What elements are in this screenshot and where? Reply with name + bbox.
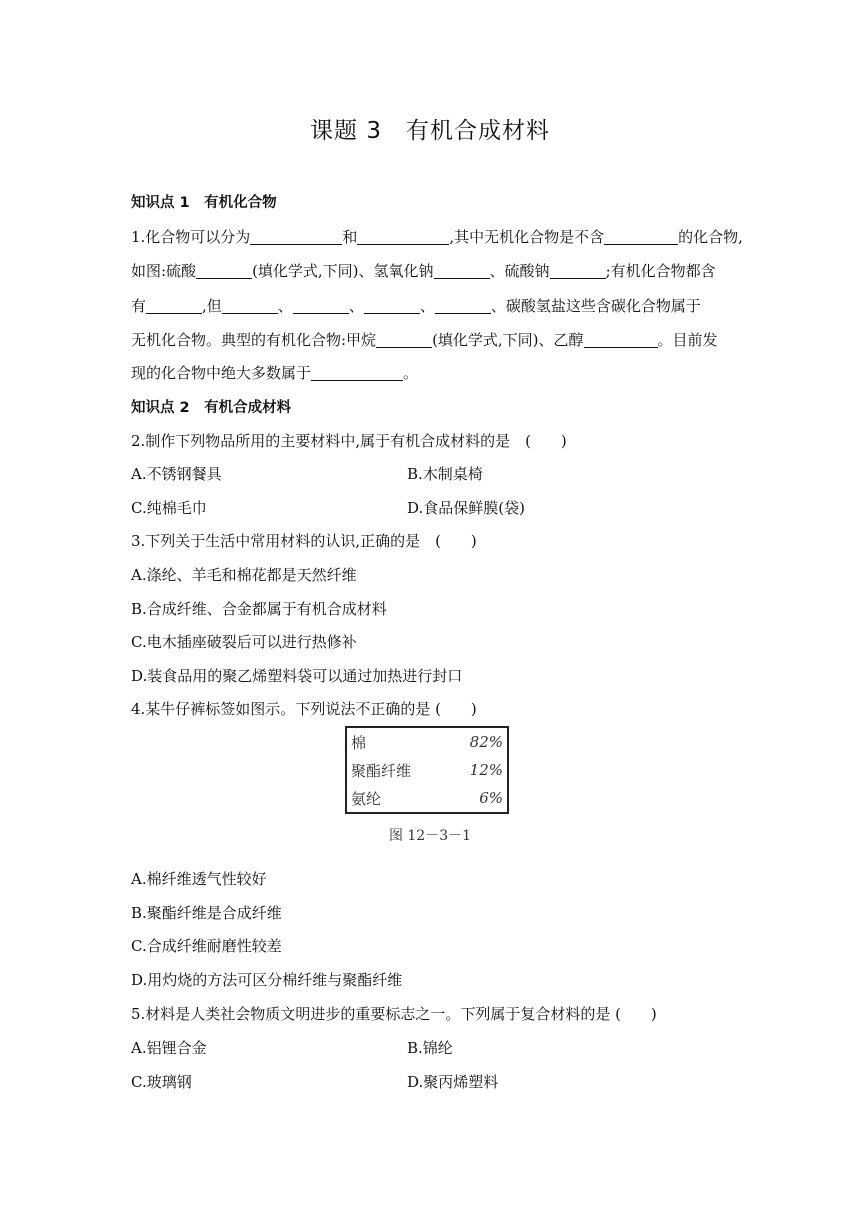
fabric-label-table xyxy=(345,726,509,814)
q4-option-d[interactable]: D.用灼烧的方法可区分棉纤维与聚酯纤维 xyxy=(131,971,403,989)
q4-option-b[interactable]: B.聚酯纤维是合成纤维 xyxy=(131,904,282,922)
q3-stem: 3.下列关于生活中常用材料的认识,正确的是 ( ) xyxy=(131,532,477,550)
answer-blank[interactable] xyxy=(584,333,658,348)
answer-blank[interactable] xyxy=(293,299,349,314)
answer-blank[interactable] xyxy=(357,230,449,245)
page-title: 课题 3 有机合成材料 xyxy=(310,118,550,144)
q1-text: 。 xyxy=(403,364,419,382)
q1-line-5 xyxy=(131,362,418,383)
q1-text: 无机化合物。典型的有机化合物:甲烷 xyxy=(131,331,377,349)
q4-option-c[interactable]: C.合成纤维耐磨性较差 xyxy=(131,937,282,955)
section-heading-2: 知识点 2 有机合成材料 xyxy=(131,400,292,416)
q2-option-b[interactable]: B.木制桌椅 xyxy=(407,465,483,483)
q2-stem: 2.制作下列物品所用的主要材料中,属于有机合成材料的是 ( ) xyxy=(131,432,567,450)
fiber-name: 氨纶 xyxy=(351,789,382,808)
q1-text: (填化学式,下同)、乙醇 xyxy=(432,331,584,349)
q5-option-c[interactable]: C.玻璃钢 xyxy=(131,1073,192,1091)
q5-option-a[interactable]: A.铝锂合金 xyxy=(131,1039,207,1057)
fiber-percent: 82% xyxy=(469,733,503,751)
table-row xyxy=(346,784,508,813)
q4-stem: 4.某牛仔裤标签如图示。下列说法不正确的是 ( ) xyxy=(131,700,477,718)
q1-text: 1.化合物可以分为 xyxy=(131,228,251,246)
table-row xyxy=(346,756,508,784)
answer-blank[interactable] xyxy=(222,299,278,314)
q1-line-2 xyxy=(131,260,716,281)
q1-text: ,但 xyxy=(202,297,222,315)
q1-line-1 xyxy=(131,226,743,247)
q1-text: 、硫酸钠 xyxy=(489,262,550,280)
q1-text: 和 xyxy=(342,228,358,246)
q1-line-4 xyxy=(131,329,718,350)
figure-caption: 图 12－3－1 xyxy=(388,828,472,844)
q1-text: 、碳酸氢盐这些含碳化合物属于 xyxy=(490,297,701,315)
fiber-percent: 12% xyxy=(469,761,503,779)
q1-text: 的化合物, xyxy=(678,228,743,246)
q5-option-d[interactable]: D.聚丙烯塑料 xyxy=(407,1073,499,1091)
answer-blank[interactable] xyxy=(550,264,606,279)
fiber-percent: 6% xyxy=(479,789,503,807)
q3-option-a[interactable]: A.涤纶、羊毛和棉花都是天然纤维 xyxy=(131,566,357,584)
q3-option-c[interactable]: C.电木插座破裂后可以进行热修补 xyxy=(131,633,357,651)
q1-text: 、 xyxy=(419,297,435,315)
q5-option-b[interactable]: B.锦纶 xyxy=(407,1039,453,1057)
answer-blank[interactable] xyxy=(435,299,491,314)
section-heading-1: 知识点 1 有机化合物 xyxy=(131,195,277,211)
answer-blank[interactable] xyxy=(250,230,342,245)
q2-option-a[interactable]: A.不锈钢餐具 xyxy=(131,465,222,483)
q5-stem: 5.材料是人类社会物质文明进步的重要标志之一。下列属于复合材料的是 ( ) xyxy=(131,1005,657,1023)
fiber-name: 聚酯纤维 xyxy=(351,761,412,780)
q1-line-3 xyxy=(131,295,701,316)
q1-text: ;有机化合物都含 xyxy=(605,262,716,280)
q3-option-b[interactable]: B.合成纤维、合金都属于有机合成材料 xyxy=(131,600,387,618)
q1-text: (填化学式,下同)、氢氧化钠 xyxy=(252,262,434,280)
q2-option-c[interactable]: C.纯棉毛巾 xyxy=(131,499,207,517)
q2-option-d[interactable]: D.食品保鲜膜(袋) xyxy=(407,499,525,517)
q1-text: 、 xyxy=(348,297,364,315)
table-row xyxy=(346,727,508,756)
q1-text: 现的化合物中绝大多数属于 xyxy=(131,364,312,382)
q1-text: 、 xyxy=(277,297,293,315)
q3-option-d[interactable]: D.装食品用的聚乙烯塑料袋可以通过加热进行封口 xyxy=(131,667,463,685)
q1-text: 。目前发 xyxy=(657,331,718,349)
q4-option-a[interactable]: A.棉纤维透气性较好 xyxy=(131,870,267,888)
fiber-name: 棉 xyxy=(351,733,367,752)
answer-blank[interactable] xyxy=(146,299,202,314)
q1-text: 如图:硫酸 xyxy=(131,262,197,280)
answer-blank[interactable] xyxy=(311,366,403,381)
answer-blank[interactable] xyxy=(434,264,490,279)
answer-blank[interactable] xyxy=(364,299,420,314)
q1-text: 有 xyxy=(131,297,147,315)
answer-blank[interactable] xyxy=(376,333,432,348)
q1-text: ,其中无机化合物是不含 xyxy=(449,228,605,246)
answer-blank[interactable] xyxy=(196,264,252,279)
answer-blank[interactable] xyxy=(604,230,678,245)
